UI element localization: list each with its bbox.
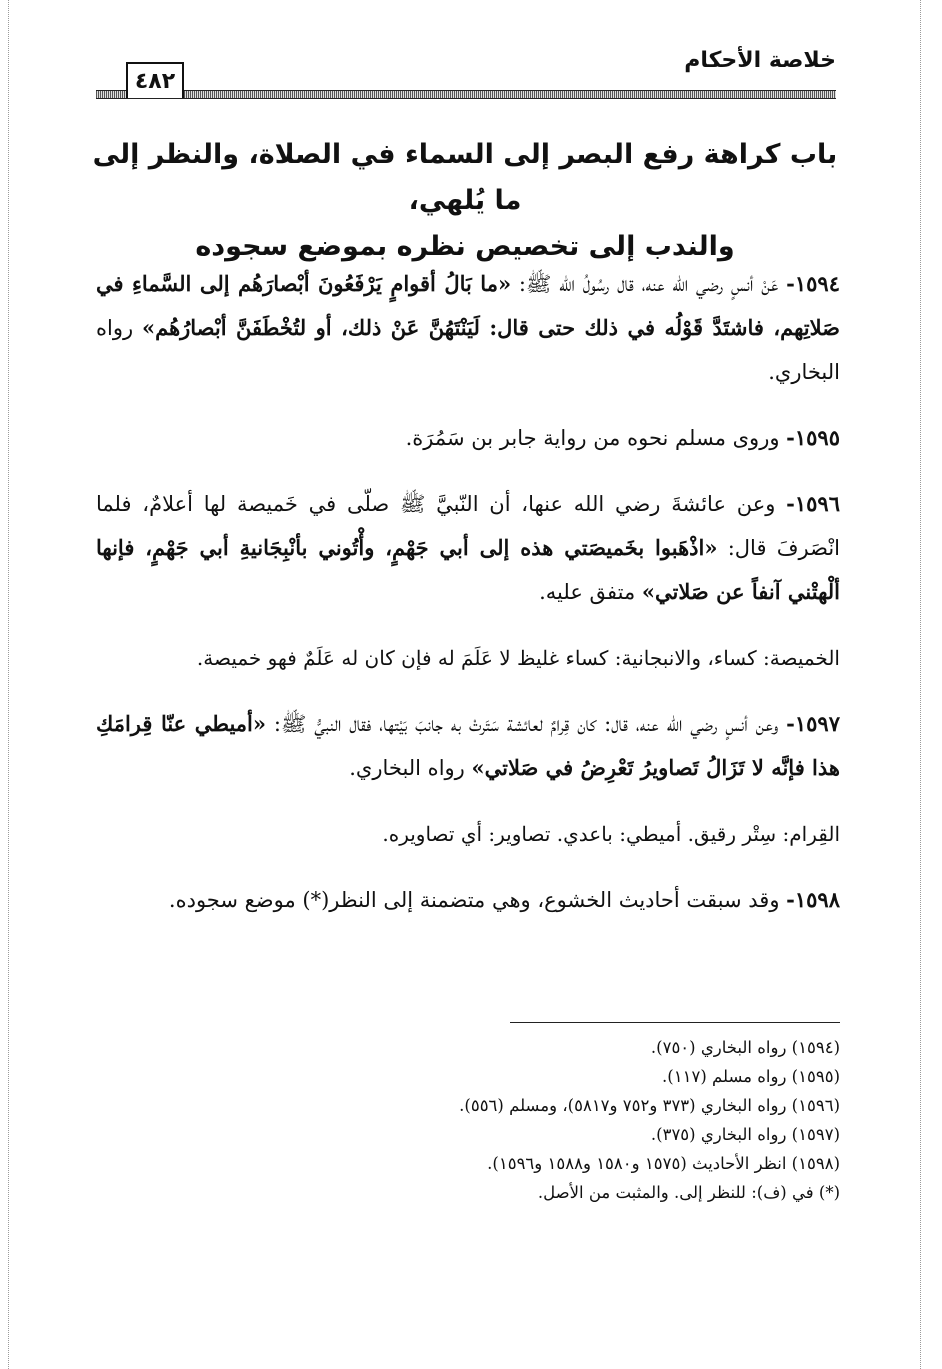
header-rule	[96, 90, 836, 99]
hadith-1598	[96, 878, 840, 922]
hadith-text: وروى مسلم نحوه من رواية جابر بن سَمُرَة.	[405, 426, 787, 450]
hadith-quote: «اذْهَبوا بخَميصَتي هذه إلى أبي جَهْمٍ، وأْتُوني بأنْبِجَانيةِ أبي جَهْمٍ، فإنها ألْهتْني آنفاً عن صَلاتي»	[96, 535, 840, 604]
hadith-number: ١٥٩٨-	[786, 887, 840, 912]
chapter-title	[90, 132, 840, 270]
hadith-number: ١٥٩٥-	[786, 425, 840, 450]
hadith-quote: «أميطي عنّا قِرامَكِ هذا فإنَّه لا تَزَالُ تَصاويرُ تَعْرِضُ في صَلاتي»	[96, 711, 840, 780]
footnote: (١٥٩٧) رواه البخاري (٣٧٥).	[650, 1125, 840, 1144]
hadith-source: رواه البخاري.	[349, 756, 472, 780]
footnote: (١٥٩٥) رواه مسلم (١١٧).	[662, 1067, 840, 1086]
hadith-text: وقد سبقت أحاديث الخشوع، وهي متضمنة إلى النظر(*) موضع سجوده.	[168, 888, 787, 912]
hadith-body	[96, 262, 840, 944]
footnote: (١٥٩٦) رواه البخاري (٣٧٣ و٧٥٢ و٥٨١٧)، ومسلم (٥٥٦).	[459, 1096, 840, 1115]
page-header	[96, 44, 836, 104]
hadith-number: ١٥٩٤-	[786, 271, 840, 296]
hadith-1594	[96, 262, 840, 394]
glossary-text: الخميصة: كساء، والانبجانية: كساء غليظ لا عَلَمَ له فإن كان له عَلَمٌ فهو خميصة.	[196, 646, 840, 670]
hadith-number: ١٥٩٧-	[786, 711, 840, 736]
footnote: (*) في (ف): للنظر إلى. والمثبت من الأصل.	[537, 1183, 840, 1202]
hadith-1596	[96, 482, 840, 614]
hadith-1595	[96, 416, 840, 460]
hadith-source: رواه البخاري.	[96, 316, 840, 384]
hadith-quote: «ما بَالُ أقوامٍ يَرْفَعُونَ أبْصارَهُم إلى السَّماءِ في صَلاتِهم، فاشتَدَّ قَوْلُه في ذلك حتى قال: لَيَنْتَهُنَّ عَنْ ذلك، أو لتُخْطَفَنَّ أبْصارُهُم»	[96, 271, 841, 340]
running-title: خلاصة الأحكام	[684, 48, 836, 73]
chapter-title-line-1: باب كراهة رفع البصر إلى السماء في الصلاة، والنظر إلى ما يُلهي،	[92, 139, 838, 216]
chapter-title-line-2: والندب إلى تخصيص نظره بموضع سجوده	[195, 231, 735, 262]
footnote-rule	[510, 1022, 840, 1023]
hadith-text: وعن أنسٍ رضي الله عنه، قال: كان قِرامٌ لعائشة سَتَرتْ به جانبَ بَيْتها، فقال النبيُّ ﷺ:	[266, 712, 787, 736]
glossary-note	[96, 812, 840, 856]
hadith-number: ١٥٩٦-	[786, 491, 840, 516]
hadith-text: عَنْ أنسٍ رضي الله عنه، قال رسُولُ الله ﷺ:	[511, 272, 787, 296]
page-number: ٤٨٢	[126, 62, 184, 98]
scan-fold-line-left	[8, 0, 9, 1369]
glossary-text: القِرام: سِتْر رقيق. أميطي: باعدي. تصاوير: أي تصاويره.	[382, 822, 840, 846]
hadith-1597	[96, 702, 840, 790]
hadith-source: متفق عليه.	[539, 580, 642, 604]
glossary-note	[96, 636, 840, 680]
footnote: (١٥٩٨) انظر الأحاديث (١٥٧٥ و١٥٨٠ و١٥٨٨ و١٥٩٦).	[487, 1154, 840, 1173]
footnotes	[96, 1022, 840, 1207]
scan-fold-line-right	[920, 0, 921, 1369]
footnote: (١٥٩٤) رواه البخاري (٧٥٠).	[650, 1038, 840, 1057]
hadith-text: وعن عائشةَ رضي الله عنها، أن النّبيَّ ﷺ صلّى في خَميصة لها أعلامٌ، فلما انْصَرفَ قال:	[96, 492, 840, 560]
